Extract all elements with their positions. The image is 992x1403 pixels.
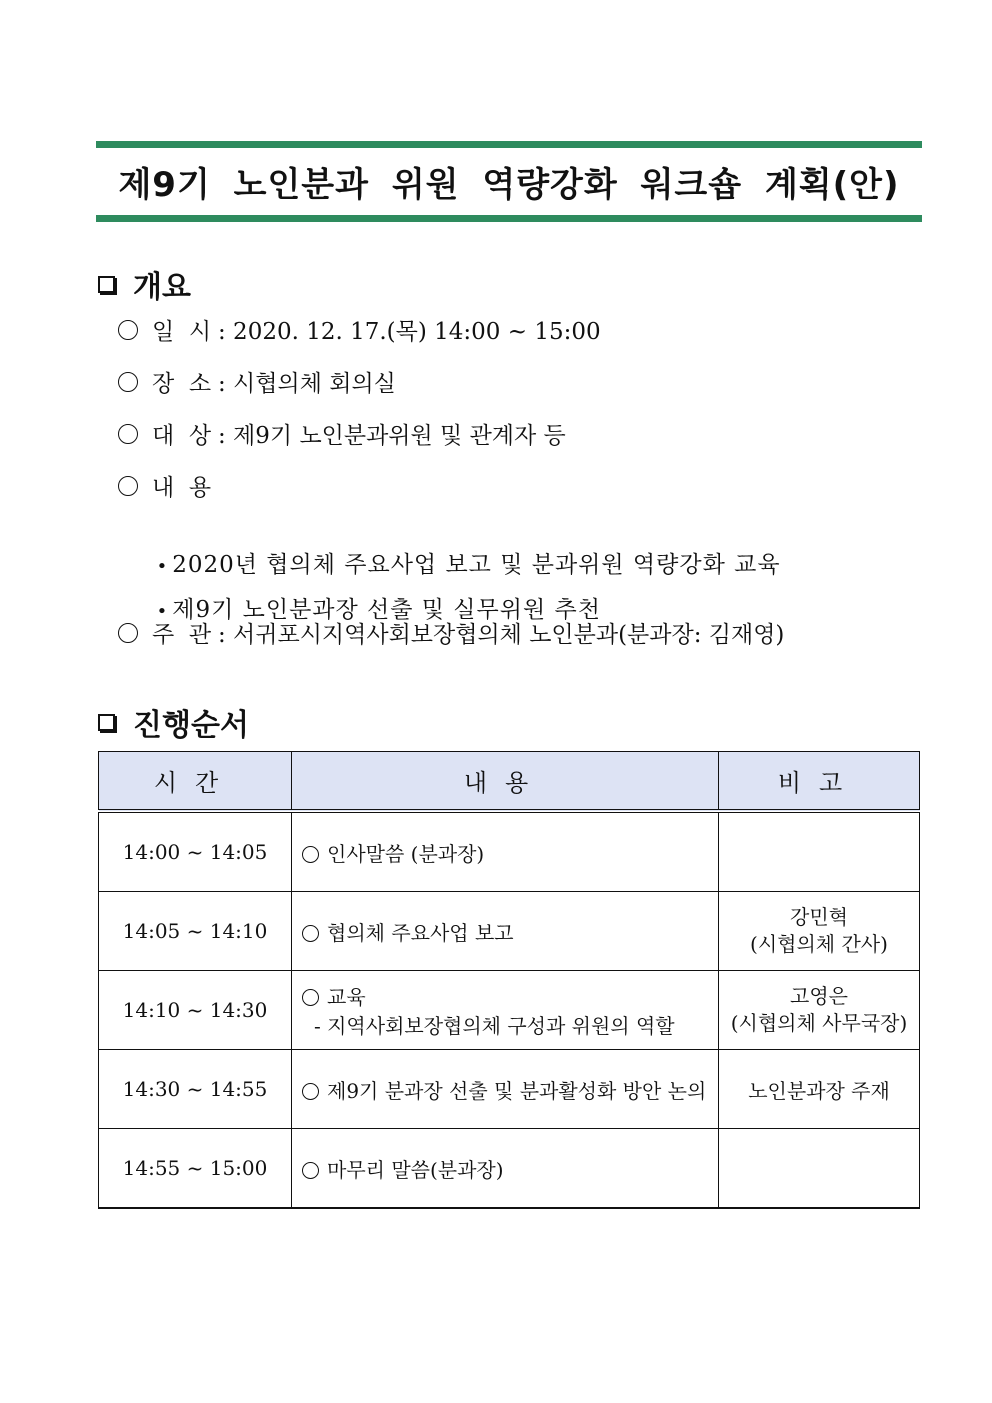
overview-place-label: 장 소: [152, 371, 212, 397]
content-bullet-1-text: 2020년 협의체 주요사업 보고 및 분과위원 역량강화 교육: [172, 552, 781, 578]
row-time: 14:00 ~ 14:05: [99, 811, 292, 892]
row-content-text: 마무리 말씀(분과장): [327, 1157, 504, 1182]
row-content-text: 협의체 주요사업 보고: [327, 920, 514, 945]
header-time: 시간: [99, 752, 292, 812]
overview-target-value: : 제9기 노인분과위원 및 관계자 등: [218, 423, 566, 449]
circle-bullet-icon: [118, 372, 138, 392]
row-note: [719, 1129, 920, 1209]
row-content-text: 교육: [327, 985, 366, 1009]
document-title: 제9기 노인분과 위원 역량강화 워크숍 계획(안): [118, 165, 900, 205]
schedule-table: [98, 751, 920, 1209]
row-content: [292, 971, 719, 1050]
title-top-rule: [96, 141, 922, 148]
row-content: [292, 811, 719, 892]
circle-bullet-icon: [118, 476, 138, 496]
overview-date-value: : 2020. 12. 17.(목) 14:00 ~ 15:00: [218, 319, 601, 345]
overview-heading: [98, 262, 191, 306]
table-row: [99, 892, 920, 971]
overview-heading-text: 개요: [133, 270, 191, 305]
row-content: [292, 1129, 719, 1209]
row-note: [719, 971, 920, 1050]
dot-bullet-icon: •: [156, 556, 169, 577]
overview-date-label: 일 시: [152, 319, 212, 345]
row-content: [292, 892, 719, 971]
row-content: [292, 1050, 719, 1129]
row-content-text: 인사말씀 (분과장): [327, 841, 485, 866]
row-time: 14:55 ~ 15:00: [99, 1129, 292, 1209]
row-note: [719, 892, 920, 971]
row-note: 노인분과장 주재: [719, 1050, 920, 1129]
circle-bullet-icon: [302, 846, 319, 863]
overview-target-label: 대 상: [152, 423, 212, 449]
overview-place-value: : 시협의체 회의실: [218, 371, 396, 397]
circle-bullet-icon: [118, 424, 138, 444]
overview-date: [118, 313, 601, 346]
overview-content-label: 내 용: [152, 475, 212, 501]
table-row: [99, 971, 920, 1050]
schedule-heading: [98, 700, 249, 744]
overview-host: [118, 616, 784, 649]
overview-host-value: : 서귀포시지역사회보장협의체 노인분과(분과장: 김재영): [218, 622, 785, 648]
row-time: 14:30 ~ 14:55: [99, 1050, 292, 1129]
row-note-role: (시협의체 간사): [750, 932, 888, 956]
overview-host-label: 주 관: [152, 622, 212, 648]
header-content: 내용: [292, 752, 719, 812]
row-note-name: 강민혁: [790, 905, 848, 929]
header-note: 비고: [719, 752, 920, 812]
table-header-row: [99, 752, 920, 812]
overview-content: [118, 469, 218, 502]
table-row: [99, 1129, 920, 1209]
square-bullet-icon: [98, 276, 115, 293]
circle-bullet-icon: [302, 1162, 319, 1179]
dot-bullet-icon: •: [156, 601, 169, 622]
content-bullet-2-text: 제9기 노인분과장 선출 및 실무위원 추천: [172, 597, 601, 623]
square-bullet-icon: [98, 714, 115, 731]
row-note: [719, 811, 920, 892]
title-bottom-rule: [96, 215, 922, 222]
table-row: [99, 1050, 920, 1129]
schedule-heading-text: 진행순서: [133, 708, 249, 743]
row-time: 14:10 ~ 14:30: [99, 971, 292, 1050]
table-row: [99, 811, 920, 892]
overview-place: [118, 365, 396, 398]
row-note-role: (시협의체 사무국장): [730, 1011, 908, 1035]
circle-bullet-icon: [302, 1083, 319, 1100]
circle-bullet-icon: [302, 925, 319, 942]
row-content-sub: - 지역사회보장협의체 구성과 위원의 역할: [314, 1014, 675, 1038]
circle-bullet-icon: [118, 320, 138, 340]
row-time: 14:05 ~ 14:10: [99, 892, 292, 971]
overview-target: [118, 417, 566, 450]
circle-bullet-icon: [302, 989, 319, 1006]
row-note-name: 고영은: [790, 984, 848, 1008]
circle-bullet-icon: [118, 623, 138, 643]
row-content-text: 제9기 분과장 선출 및 분과활성화 방안 논의: [327, 1078, 707, 1103]
